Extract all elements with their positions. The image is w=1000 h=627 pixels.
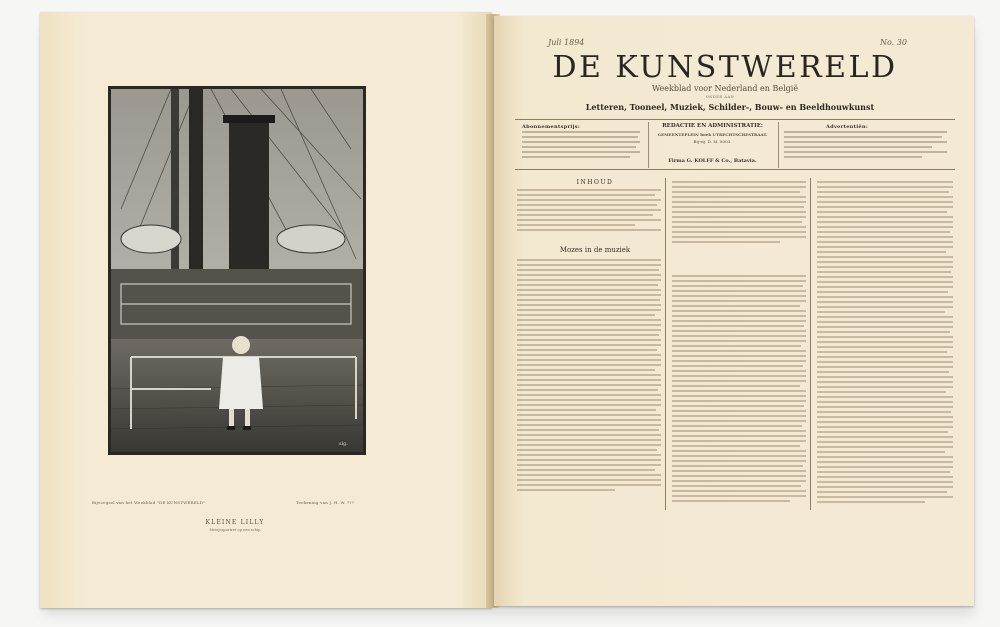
inhoud-heading: INHOUD bbox=[576, 179, 614, 186]
header-bottom-rule bbox=[515, 169, 955, 170]
box-divider-right bbox=[778, 122, 779, 168]
redactie-address: GEMEENTEPLEIN hoek UTRECHTSCHESTRAAT. bbox=[657, 132, 768, 137]
masthead-title: DE KUNSTWERELD bbox=[552, 50, 898, 85]
subscription-heading: Abonnementsprijs: bbox=[522, 124, 580, 130]
column-2-text bbox=[670, 180, 808, 510]
advert-heading: Advertentiën: bbox=[826, 124, 868, 130]
masthead-sections: Letteren, Tooneel, Muziek, Schilder-, Bouw- en Beeldhouwkunst bbox=[585, 102, 875, 112]
masthead-subtitle: Weekblad voor Nederland en België bbox=[651, 84, 799, 93]
plate-title: KLEINE LILLY bbox=[205, 519, 265, 526]
column-divider-1 bbox=[665, 178, 666, 510]
plate-subtitle: Meisjesportret op een schip bbox=[209, 528, 261, 532]
column-3-text bbox=[815, 180, 955, 510]
redactie-heading: REDACTIE EN ADMINISTRATIE: bbox=[662, 123, 763, 129]
plate-caption-right: Teekening van J. H. W. ??? bbox=[296, 500, 355, 505]
redactie-city: Bij-stj. D. M. 8003. bbox=[693, 139, 732, 144]
column-1-text bbox=[515, 188, 663, 508]
masthead-onder: ONDER AAN bbox=[705, 95, 735, 99]
subscription-text bbox=[520, 130, 646, 166]
publisher: Firma G. KOLFF & Co., Batavia. bbox=[668, 158, 757, 164]
article-heading: Mozes in de muziek bbox=[559, 246, 631, 254]
svg-text:sig.: sig. bbox=[339, 441, 348, 447]
issue-number: No. 30 bbox=[880, 38, 907, 47]
box-divider-left bbox=[648, 122, 649, 168]
plate-caption-left: Bijvoegsel van het Weekblad "DE KUNSTWERELD" bbox=[92, 500, 206, 505]
advert-text bbox=[782, 130, 952, 166]
issue-date: Juli 1894 bbox=[548, 38, 585, 47]
column-divider-2 bbox=[810, 178, 811, 510]
masthead-rule bbox=[515, 119, 955, 120]
ship-deck-illustration bbox=[108, 86, 366, 455]
